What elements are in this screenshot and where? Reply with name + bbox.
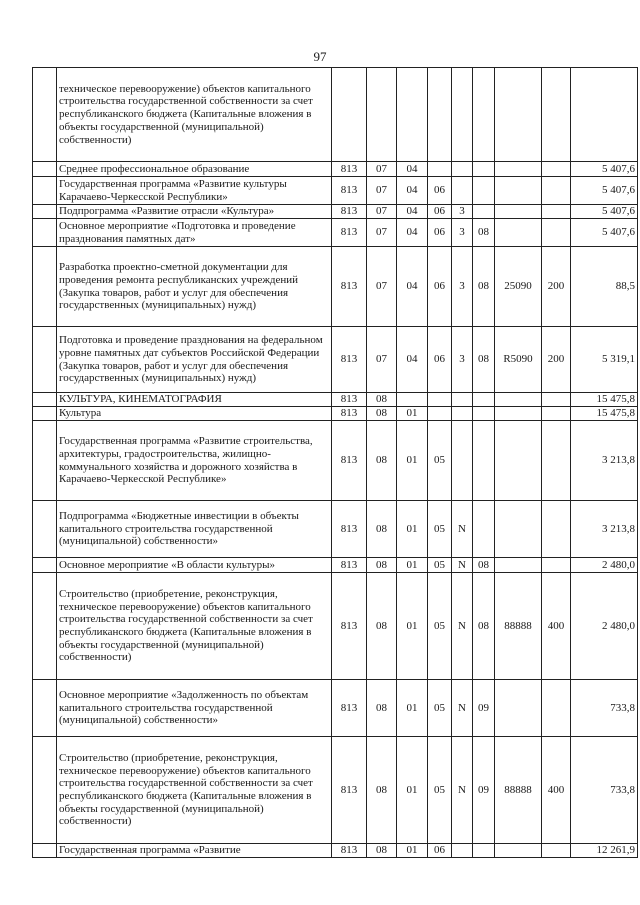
- row-expense-type: [542, 68, 571, 162]
- row-subsection-code: 04: [397, 219, 428, 247]
- row-section-code: 08: [367, 407, 397, 421]
- row-measure-code: [473, 407, 495, 421]
- row-measure-code: [473, 844, 495, 858]
- row-name: Среднее профессиональное образование: [57, 162, 332, 177]
- row-subsection-code: 04: [397, 327, 428, 393]
- row-name: Культура: [57, 407, 332, 421]
- row-section-code: 07: [367, 247, 397, 327]
- row-subsection-code: 04: [397, 205, 428, 219]
- table-row: [33, 393, 638, 407]
- row-target-code: R5090: [495, 327, 542, 393]
- row-expense-type: [542, 407, 571, 421]
- row-measure-code: [473, 393, 495, 407]
- row-name: Основное мероприятие «Задолженность по объектам капитального строительства государственной (муниципальной) собственности»: [57, 680, 332, 737]
- row-name: Основное мероприятие «В области культуры»: [57, 558, 332, 573]
- row-gr-code: 813: [332, 393, 367, 407]
- row-name: Разработка проектно-сметной документации для проведения ремонта республиканских учреждений (Закупка товаров, работ и услуг для обеспечения государственных (муниципальных) нужд): [57, 247, 332, 327]
- table-row: [33, 501, 638, 558]
- row-amount: 3 213,8: [571, 501, 638, 558]
- row-amount: 5 319,1: [571, 327, 638, 393]
- row-gr-code: 813: [332, 421, 367, 501]
- table-row: [33, 327, 638, 393]
- row-name: Подпрограмма «Развитие отрасли «Культура»: [57, 205, 332, 219]
- row-program-code: 06: [428, 247, 452, 327]
- row-amount: 5 407,6: [571, 162, 638, 177]
- row-gr-code: 813: [332, 558, 367, 573]
- row-expense-type: 200: [542, 247, 571, 327]
- table-row: [33, 205, 638, 219]
- page-number: 97: [313, 49, 327, 64]
- row-measure-code: [473, 205, 495, 219]
- row-subsection-code: 01: [397, 680, 428, 737]
- row-amount: 5 407,6: [571, 177, 638, 205]
- row-subsection-code: 04: [397, 247, 428, 327]
- row-program-code: [428, 162, 452, 177]
- row-program-code: [428, 68, 452, 162]
- row-subprogram-code: 3: [452, 219, 473, 247]
- table-row: [33, 177, 638, 205]
- row-subsection-code: 01: [397, 421, 428, 501]
- row-number-cell: [33, 68, 57, 162]
- row-expense-type: [542, 177, 571, 205]
- row-name: Подготовка и проведение празднования на федеральном уровне памятных дат субъектов Российской Федерации (Закупка товаров, работ и услуг для обеспечения государственных (муниципальных) нужд): [57, 327, 332, 393]
- row-name: Основное мероприятие «Подготовка и проведение празднования памятных дат»: [57, 219, 332, 247]
- row-subprogram-code: [452, 177, 473, 205]
- table-row: [33, 737, 638, 844]
- row-gr-code: 813: [332, 737, 367, 844]
- row-expense-type: [542, 205, 571, 219]
- row-section-code: 08: [367, 558, 397, 573]
- row-section-code: 07: [367, 205, 397, 219]
- row-target-code: [495, 68, 542, 162]
- row-number-cell: [33, 162, 57, 177]
- row-number-cell: [33, 421, 57, 501]
- row-expense-type: [542, 421, 571, 501]
- row-subsection-code: 01: [397, 558, 428, 573]
- row-expense-type: [542, 393, 571, 407]
- row-amount: 15 475,8: [571, 393, 638, 407]
- row-amount: 12 261,9: [571, 844, 638, 858]
- table-row: [33, 247, 638, 327]
- row-expense-type: [542, 844, 571, 858]
- row-section-code: 08: [367, 421, 397, 501]
- budget-table-body: [33, 68, 638, 858]
- row-measure-code: [473, 68, 495, 162]
- row-number-cell: [33, 247, 57, 327]
- row-program-code: [428, 393, 452, 407]
- row-amount: 3 213,8: [571, 421, 638, 501]
- row-number-cell: [33, 680, 57, 737]
- row-subprogram-code: 3: [452, 247, 473, 327]
- row-program-code: 06: [428, 177, 452, 205]
- row-program-code: 06: [428, 327, 452, 393]
- row-subsection-code: 01: [397, 573, 428, 680]
- row-expense-type: [542, 680, 571, 737]
- row-subprogram-code: N: [452, 737, 473, 844]
- row-name: техническое перевооружение) объектов капитального строительства государственной собственности за счет республиканского бюджета (Капитальные вложения в объекты государственной (муниципальной) собственности): [57, 68, 332, 162]
- row-measure-code: [473, 177, 495, 205]
- row-section-code: 08: [367, 680, 397, 737]
- row-expense-type: 400: [542, 737, 571, 844]
- row-number-cell: [33, 844, 57, 858]
- row-gr-code: 813: [332, 219, 367, 247]
- row-section-code: 07: [367, 219, 397, 247]
- row-number-cell: [33, 219, 57, 247]
- row-subprogram-code: [452, 162, 473, 177]
- row-target-code: [495, 844, 542, 858]
- row-name: Строительство (приобретение, реконструкция, техническое перевооружение) объектов капитального строительства государственной собственности за счет республиканского бюджета (Капитальные вложения в объекты государственной (муниципальной) собственности): [57, 573, 332, 680]
- row-measure-code: 08: [473, 573, 495, 680]
- row-gr-code: 813: [332, 162, 367, 177]
- row-amount: 88,5: [571, 247, 638, 327]
- row-gr-code: [332, 68, 367, 162]
- row-gr-code: 813: [332, 177, 367, 205]
- row-program-code: 05: [428, 558, 452, 573]
- row-number-cell: [33, 393, 57, 407]
- row-amount: 733,8: [571, 737, 638, 844]
- row-name: Строительство (приобретение, реконструкция, техническое перевооружение) объектов капитального строительства государственной собственности за счет республиканского бюджета (Капитальные вложения в объекты государственной (муниципальной) собственности): [57, 737, 332, 844]
- row-target-code: [495, 393, 542, 407]
- row-number-cell: [33, 177, 57, 205]
- row-section-code: [367, 68, 397, 162]
- row-subsection-code: 01: [397, 501, 428, 558]
- row-subprogram-code: N: [452, 558, 473, 573]
- row-measure-code: 08: [473, 558, 495, 573]
- table-row: [33, 407, 638, 421]
- table-row: [33, 573, 638, 680]
- row-name: Подпрограмма «Бюджетные инвестиции в объекты капитального строительства государственной (муниципальной) собственности»: [57, 501, 332, 558]
- row-gr-code: 813: [332, 205, 367, 219]
- row-section-code: 08: [367, 501, 397, 558]
- row-target-code: [495, 501, 542, 558]
- row-expense-type: [542, 162, 571, 177]
- row-amount: 2 480,0: [571, 558, 638, 573]
- row-subsection-code: 04: [397, 162, 428, 177]
- row-subprogram-code: [452, 68, 473, 162]
- row-expense-type: 200: [542, 327, 571, 393]
- row-program-code: 06: [428, 219, 452, 247]
- row-subprogram-code: [452, 407, 473, 421]
- row-program-code: 05: [428, 501, 452, 558]
- table-row: [33, 68, 638, 162]
- row-subprogram-code: N: [452, 501, 473, 558]
- row-number-cell: [33, 573, 57, 680]
- row-target-code: [495, 219, 542, 247]
- row-section-code: 07: [367, 162, 397, 177]
- row-subprogram-code: N: [452, 573, 473, 680]
- row-gr-code: 813: [332, 407, 367, 421]
- row-target-code: [495, 558, 542, 573]
- row-name: Государственная программа «Развитие культуры Карачаево-Черкесской Республики»: [57, 177, 332, 205]
- row-section-code: 08: [367, 573, 397, 680]
- row-target-code: [495, 421, 542, 501]
- table-row: [33, 680, 638, 737]
- row-program-code: 06: [428, 844, 452, 858]
- row-subsection-code: 01: [397, 407, 428, 421]
- row-gr-code: 813: [332, 844, 367, 858]
- row-target-code: 88888: [495, 737, 542, 844]
- row-program-code: 05: [428, 421, 452, 501]
- row-number-cell: [33, 558, 57, 573]
- row-name: Государственная программа «Развитие строительства, архитектуры, градостроительства, жилищно-коммунального хозяйства и дорожного хозяйства в Карачаево-Черкесской Республике»: [57, 421, 332, 501]
- row-subsection-code: [397, 393, 428, 407]
- row-section-code: 08: [367, 844, 397, 858]
- row-name: Государственная программа «Развитие: [57, 844, 332, 858]
- row-subsection-code: 01: [397, 737, 428, 844]
- row-subprogram-code: [452, 421, 473, 501]
- table-row: [33, 558, 638, 573]
- row-gr-code: 813: [332, 680, 367, 737]
- row-subprogram-code: [452, 393, 473, 407]
- row-measure-code: 08: [473, 327, 495, 393]
- row-gr-code: 813: [332, 501, 367, 558]
- table-row: [33, 219, 638, 247]
- row-expense-type: [542, 219, 571, 247]
- row-measure-code: 09: [473, 737, 495, 844]
- row-number-cell: [33, 737, 57, 844]
- row-section-code: 07: [367, 327, 397, 393]
- row-number-cell: [33, 205, 57, 219]
- row-measure-code: [473, 501, 495, 558]
- row-measure-code: [473, 162, 495, 177]
- row-subsection-code: 04: [397, 177, 428, 205]
- budget-table: [32, 67, 638, 858]
- row-target-code: 25090: [495, 247, 542, 327]
- row-measure-code: 08: [473, 247, 495, 327]
- row-amount: 733,8: [571, 680, 638, 737]
- row-gr-code: 813: [332, 573, 367, 680]
- row-program-code: 05: [428, 573, 452, 680]
- row-subsection-code: [397, 68, 428, 162]
- row-section-code: 08: [367, 393, 397, 407]
- row-number-cell: [33, 501, 57, 558]
- row-subprogram-code: N: [452, 680, 473, 737]
- row-gr-code: 813: [332, 327, 367, 393]
- row-number-cell: [33, 327, 57, 393]
- row-number-cell: [33, 407, 57, 421]
- row-subprogram-code: 3: [452, 327, 473, 393]
- row-section-code: 07: [367, 177, 397, 205]
- row-subprogram-code: [452, 844, 473, 858]
- row-measure-code: 09: [473, 680, 495, 737]
- row-target-code: [495, 680, 542, 737]
- row-section-code: 08: [367, 737, 397, 844]
- row-amount: 15 475,8: [571, 407, 638, 421]
- row-target-code: 88888: [495, 573, 542, 680]
- row-target-code: [495, 205, 542, 219]
- row-subprogram-code: 3: [452, 205, 473, 219]
- row-measure-code: 08: [473, 219, 495, 247]
- row-program-code: 05: [428, 737, 452, 844]
- row-program-code: 06: [428, 205, 452, 219]
- row-subsection-code: 01: [397, 844, 428, 858]
- row-measure-code: [473, 421, 495, 501]
- row-gr-code: 813: [332, 247, 367, 327]
- row-program-code: 05: [428, 680, 452, 737]
- row-program-code: [428, 407, 452, 421]
- row-target-code: [495, 162, 542, 177]
- row-amount: 5 407,6: [571, 205, 638, 219]
- row-expense-type: [542, 501, 571, 558]
- row-amount: 2 480,0: [571, 573, 638, 680]
- table-row: [33, 421, 638, 501]
- row-target-code: [495, 177, 542, 205]
- row-amount: [571, 68, 638, 162]
- row-name: КУЛЬТУРА, КИНЕМАТОГРАФИЯ: [57, 393, 332, 407]
- table-row: [33, 844, 638, 858]
- row-target-code: [495, 407, 542, 421]
- row-expense-type: 400: [542, 573, 571, 680]
- table-row: [33, 162, 638, 177]
- row-amount: 5 407,6: [571, 219, 638, 247]
- row-expense-type: [542, 558, 571, 573]
